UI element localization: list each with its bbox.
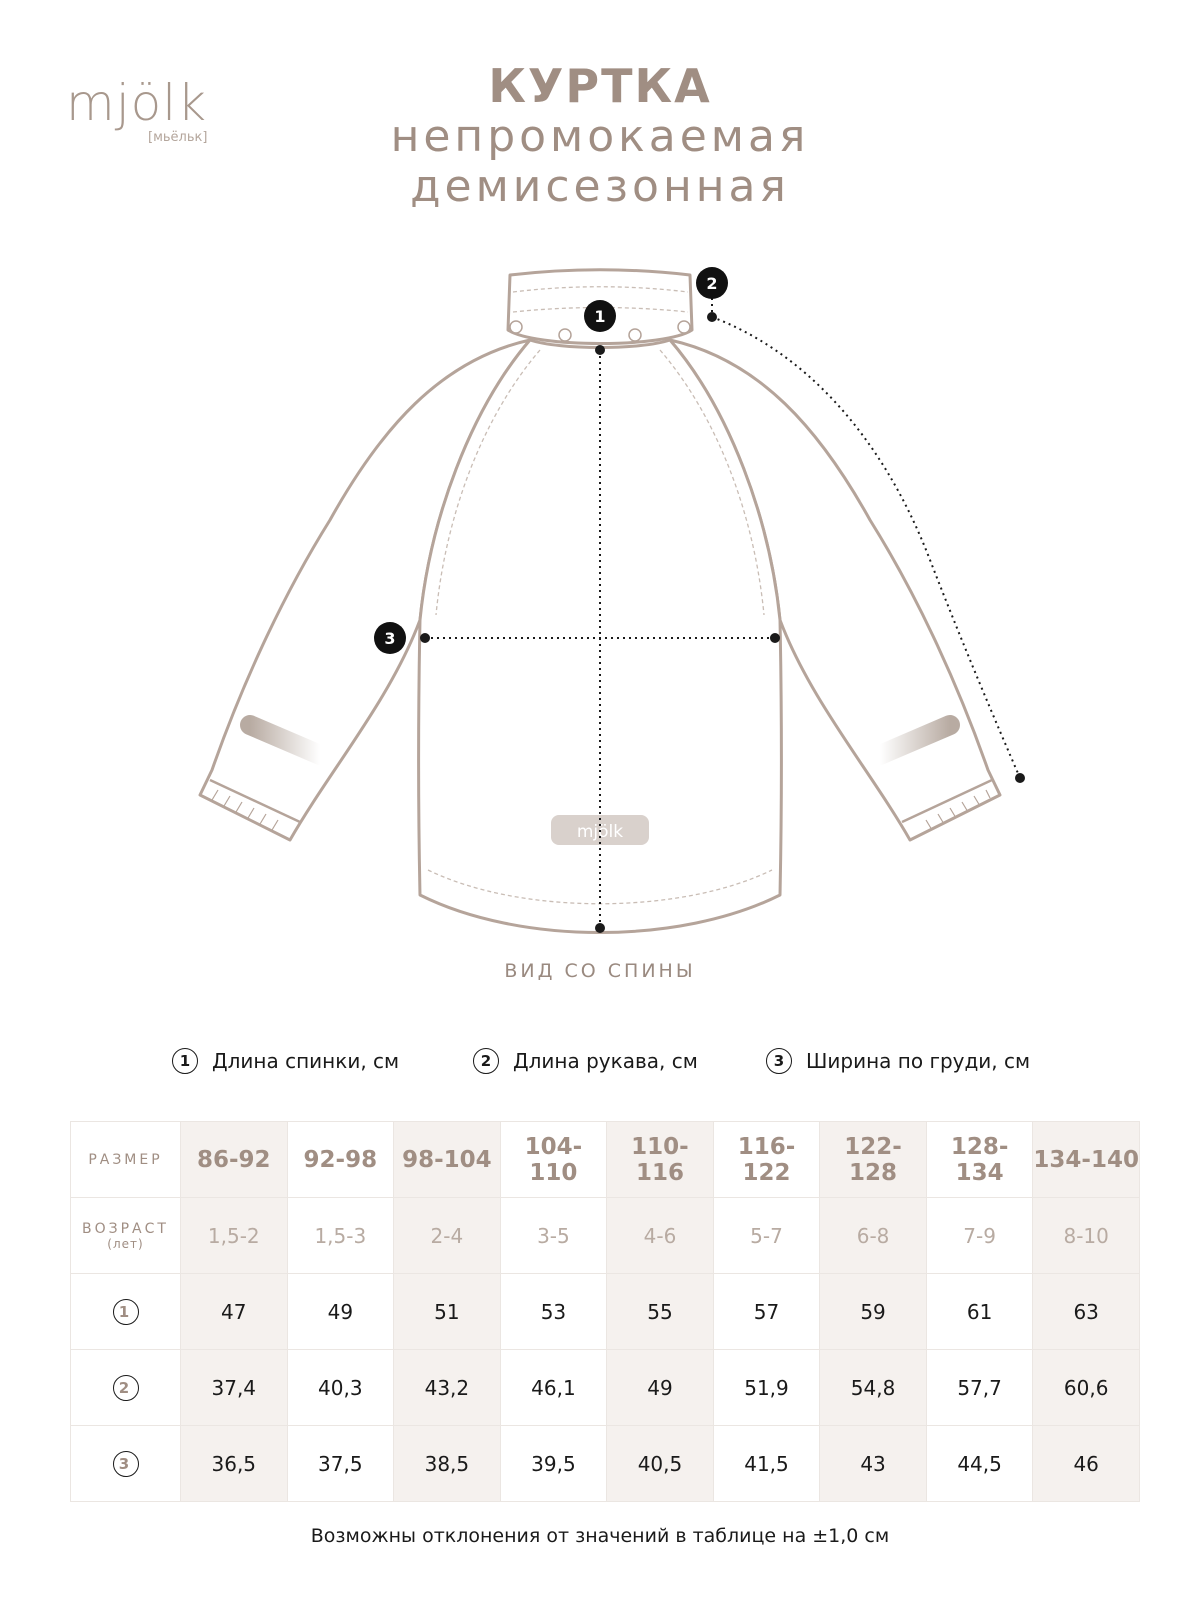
size-table — [70, 1121, 1140, 1502]
age-cell: 3-5 — [500, 1198, 607, 1274]
value-cell: 46,1 — [500, 1350, 607, 1426]
size-cell: 122-128 — [820, 1122, 927, 1198]
size-cell: 110-116 — [607, 1122, 714, 1198]
value-cell: 43,2 — [394, 1350, 501, 1426]
measurement-legend — [0, 1048, 1200, 1082]
svg-text:2: 2 — [706, 274, 718, 293]
value-cell: 60,6 — [1033, 1350, 1140, 1426]
brand-transliteration: [мьёльк] — [148, 130, 208, 145]
marker-3 — [374, 622, 406, 654]
age-row-label — [71, 1198, 181, 1274]
table-row-chest-width — [71, 1426, 1140, 1502]
legend-label: Длина спинки, см — [212, 1049, 400, 1073]
size-cell: 92-98 — [287, 1122, 394, 1198]
row-label — [71, 1274, 181, 1350]
value-cell: 47 — [181, 1274, 288, 1350]
value-cell: 37,4 — [181, 1350, 288, 1426]
jacket-back-view-drawing — [0, 240, 1200, 960]
value-cell: 54,8 — [820, 1350, 927, 1426]
table-row-ages — [71, 1198, 1140, 1274]
value-cell: 41,5 — [713, 1426, 820, 1502]
row-number: 3 — [113, 1451, 139, 1477]
row-label — [71, 1350, 181, 1426]
size-cell: 134-140 — [1033, 1122, 1140, 1198]
value-cell: 46 — [1033, 1426, 1140, 1502]
value-cell: 51 — [394, 1274, 501, 1350]
row-number: 2 — [113, 1375, 139, 1401]
table-row-back-length — [71, 1274, 1140, 1350]
value-cell: 40,5 — [607, 1426, 714, 1502]
size-cell: 116-122 — [713, 1122, 820, 1198]
value-cell: 59 — [820, 1274, 927, 1350]
age-label: ВОЗРАСТ — [82, 1220, 169, 1237]
age-cell: 2-4 — [394, 1198, 501, 1274]
size-cell: 98-104 — [394, 1122, 501, 1198]
size-cell: 104-110 — [500, 1122, 607, 1198]
value-cell: 38,5 — [394, 1426, 501, 1502]
legend-number: 2 — [473, 1048, 499, 1074]
legend-number: 3 — [766, 1048, 792, 1074]
legend-label: Ширина по груди, см — [806, 1049, 1031, 1073]
value-cell: 57,7 — [926, 1350, 1033, 1426]
value-cell: 44,5 — [926, 1426, 1033, 1502]
age-cell: 5-7 — [713, 1198, 820, 1274]
legend-item-back-length — [172, 1048, 399, 1074]
title-line-3: демисезонная — [410, 161, 790, 212]
title-line-2: непромокаемая — [390, 111, 810, 162]
age-cell: 1,5-2 — [181, 1198, 288, 1274]
value-cell: 39,5 — [500, 1426, 607, 1502]
age-cell: 6-8 — [820, 1198, 927, 1274]
age-sub-label: (лет) — [107, 1236, 144, 1251]
value-cell: 37,5 — [287, 1426, 394, 1502]
title-main: КУРТКА — [488, 59, 712, 113]
table-row-sizes — [71, 1122, 1140, 1198]
brand-logo — [66, 74, 226, 145]
age-cell: 7-9 — [926, 1198, 1033, 1274]
value-cell: 51,9 — [713, 1350, 820, 1426]
legend-number: 1 — [172, 1048, 198, 1074]
size-row-label: РАЗМЕР — [71, 1122, 181, 1198]
brand-name: mjölk — [66, 74, 208, 132]
view-caption: ВИД СО СПИНЫ — [504, 960, 696, 982]
value-cell: 63 — [1033, 1274, 1140, 1350]
age-cell: 4-6 — [607, 1198, 714, 1274]
value-cell: 40,3 — [287, 1350, 394, 1426]
age-cell: 1,5-3 — [287, 1198, 394, 1274]
footnote: Возможны отклонения от значений в таблице на ±1,0 см — [310, 1525, 890, 1547]
value-cell: 36,5 — [181, 1426, 288, 1502]
svg-text:3: 3 — [384, 629, 396, 648]
page-title — [300, 60, 900, 212]
size-cell: 86-92 — [181, 1122, 288, 1198]
value-cell: 61 — [926, 1274, 1033, 1350]
value-cell: 55 — [607, 1274, 714, 1350]
back-label-text: mjölk — [576, 822, 624, 842]
value-cell: 57 — [713, 1274, 820, 1350]
legend-label: Длина рукава, см — [513, 1049, 698, 1073]
size-cell: 128-134 — [926, 1122, 1033, 1198]
value-cell: 53 — [500, 1274, 607, 1350]
svg-text:1: 1 — [594, 307, 606, 326]
marker-1 — [584, 300, 616, 332]
age-cell: 8-10 — [1033, 1198, 1140, 1274]
row-number: 1 — [113, 1299, 139, 1325]
table-row-sleeve-length — [71, 1350, 1140, 1426]
legend-item-chest-width — [766, 1048, 1030, 1074]
row-label — [71, 1426, 181, 1502]
value-cell: 49 — [287, 1274, 394, 1350]
marker-2 — [696, 267, 728, 299]
value-cell: 49 — [607, 1350, 714, 1426]
legend-item-sleeve-length — [473, 1048, 698, 1074]
value-cell: 43 — [820, 1426, 927, 1502]
